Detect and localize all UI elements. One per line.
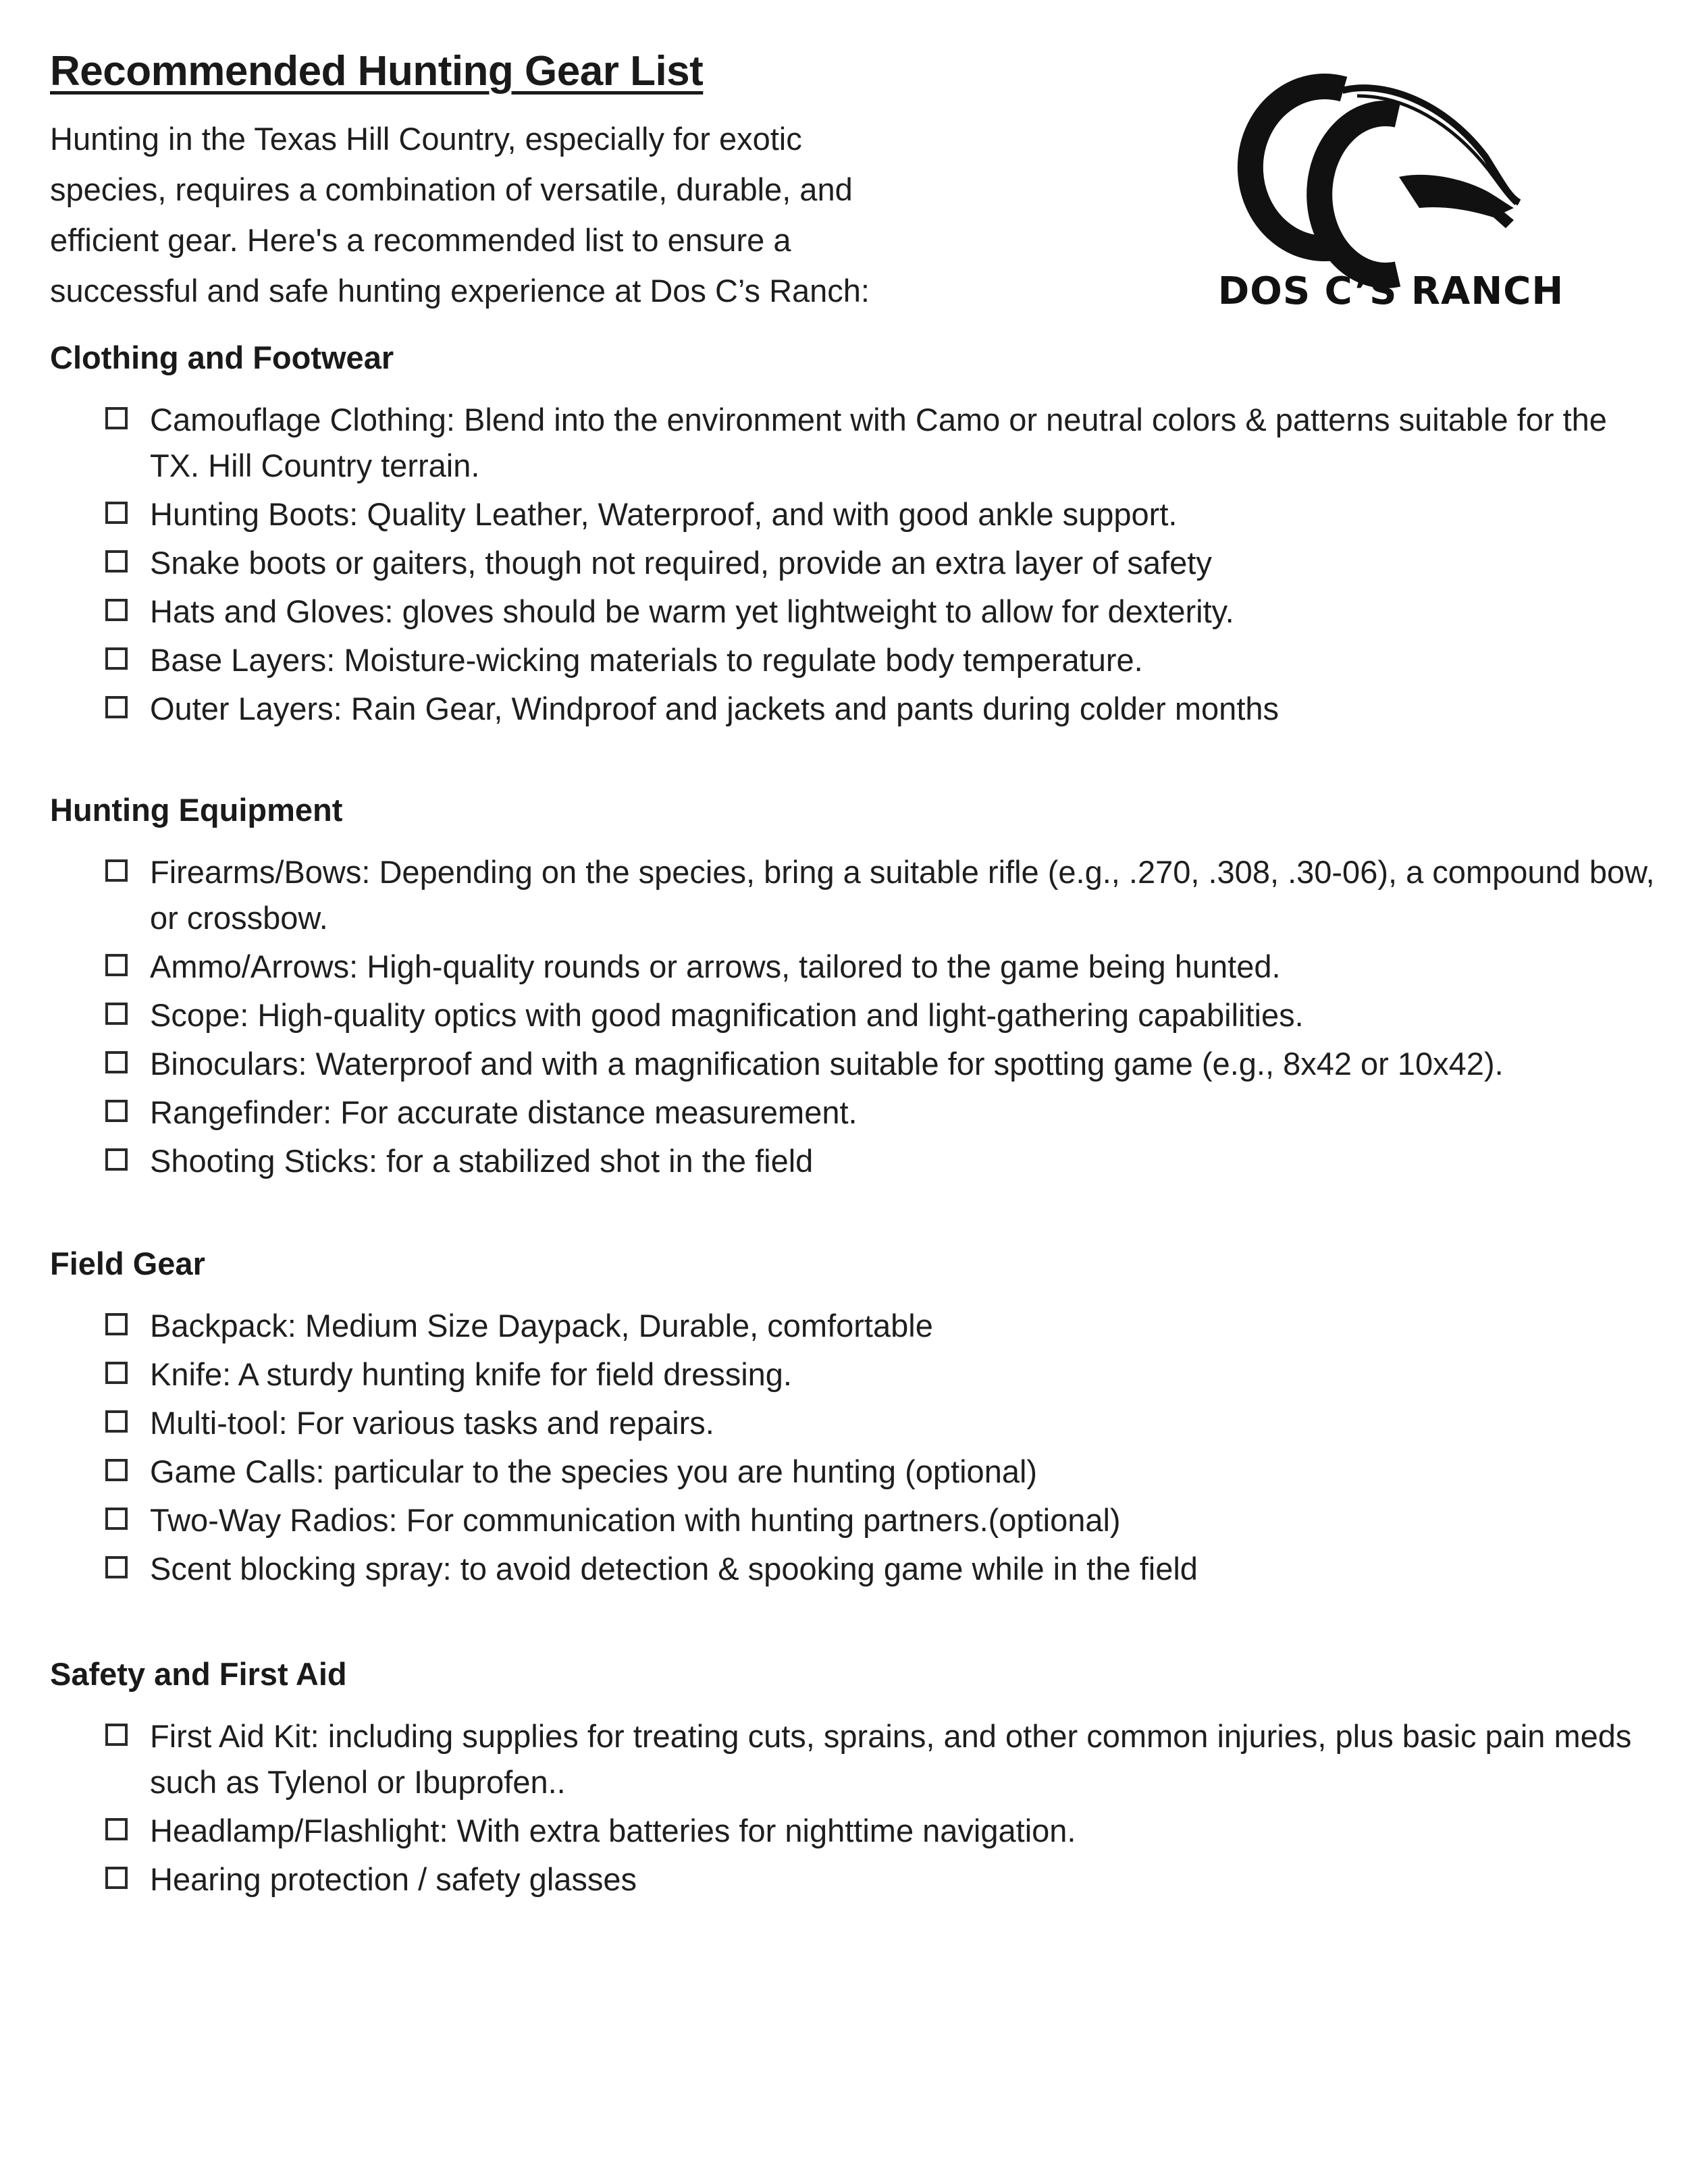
ranch-logo xyxy=(1217,76,1564,313)
empty-checkbox-icon[interactable] xyxy=(105,599,128,621)
item-text: Scent blocking spray: to avoid detection & spooking game while in the field xyxy=(150,1551,1198,1587)
item-text: Hearing protection / safety glasses xyxy=(150,1861,637,1897)
empty-checkbox-icon[interactable] xyxy=(105,696,128,718)
section-title: Safety and First Aid xyxy=(50,1656,347,1692)
item-text: Shooting Sticks: for a stabilized shot in the field xyxy=(150,1143,814,1179)
checklist-item xyxy=(50,1857,1662,1902)
checklist-item xyxy=(50,491,1662,537)
checklist-item xyxy=(50,849,1662,941)
empty-checkbox-icon[interactable] xyxy=(105,1313,128,1335)
section-title: Hunting Equipment xyxy=(50,792,343,828)
item-text: Scope: High-quality optics with good magnification and light-gathering capabilities. xyxy=(150,997,1304,1033)
intro-paragraph: Hunting in the Texas Hill Country, especially for exotic species, requires a combination of versatile, durable, and efficient gear. Here's a recommended list to ensure a successful and safe hunting experience at Dos C’s Ranch: xyxy=(50,121,870,309)
checklist-item xyxy=(50,992,1662,1038)
item-text: Firearms/Bows: Depending on the species, bring a suitable rifle (e.g., .270, .308, .30-06), a compound bow, or crossbow. xyxy=(150,854,1655,936)
checklist-item xyxy=(50,1713,1662,1805)
checklist-item xyxy=(50,397,1662,489)
item-text: Two-Way Radios: For communication with hunting partners.(optional) xyxy=(150,1502,1121,1538)
item-text: Knife: A sturdy hunting knife for field dressing. xyxy=(150,1356,792,1392)
ranch-logo-cc-oryx-icon xyxy=(1217,76,1564,313)
checklist-item xyxy=(50,637,1662,683)
checklist-item xyxy=(50,1808,1662,1854)
checklist-item xyxy=(50,1090,1662,1136)
section-safety-first-aid xyxy=(50,1654,1643,1905)
item-text: Backpack: Medium Size Daypack, Durable, comfortable xyxy=(150,1308,933,1343)
section-title: Field Gear xyxy=(50,1246,205,1281)
item-text: Base Layers: Moisture-wicking materials to regulate body temperature. xyxy=(150,642,1143,678)
checklist-item xyxy=(50,1400,1662,1446)
section-title: Clothing and Footwear xyxy=(50,340,394,375)
section-clothing-footwear xyxy=(50,338,1643,735)
checklist-item xyxy=(50,1449,1662,1495)
checklist xyxy=(50,397,1643,732)
section-hunting-equipment xyxy=(50,790,1655,1187)
empty-checkbox-icon[interactable] xyxy=(105,1556,128,1578)
checklist xyxy=(50,849,1655,1184)
page-title: Recommended Hunting Gear List xyxy=(50,48,704,95)
checklist-item xyxy=(50,589,1662,635)
empty-checkbox-icon[interactable] xyxy=(105,859,128,882)
item-text: Camouflage Clothing: Blend into the environment with Camo or neutral colors & patterns suitable for the TX. Hill Country terrain. xyxy=(150,402,1607,483)
checklist-item xyxy=(50,686,1662,732)
empty-checkbox-icon[interactable] xyxy=(105,1867,128,1889)
item-text: Multi-tool: For various tasks and repairs. xyxy=(150,1405,714,1441)
empty-checkbox-icon[interactable] xyxy=(105,1100,128,1122)
checklist-item xyxy=(50,1352,1662,1397)
item-text: Game Calls: particular to the species you are hunting (optional) xyxy=(150,1454,1038,1489)
empty-checkbox-icon[interactable] xyxy=(105,1508,128,1530)
checklist-item xyxy=(50,944,1662,990)
empty-checkbox-icon[interactable] xyxy=(105,1459,128,1481)
item-text: Hunting Boots: Quality Leather, Waterproof, and with good ankle support. xyxy=(150,496,1178,532)
empty-checkbox-icon[interactable] xyxy=(105,1410,128,1433)
checklist-item xyxy=(50,540,1662,586)
checklist-item xyxy=(50,1138,1662,1184)
empty-checkbox-icon[interactable] xyxy=(105,1003,128,1025)
empty-checkbox-icon[interactable] xyxy=(105,550,128,572)
checklist-item xyxy=(50,1303,1662,1349)
section-field-gear xyxy=(50,1244,1643,1595)
checklist xyxy=(50,1713,1643,1902)
checklist xyxy=(50,1303,1643,1592)
empty-checkbox-icon[interactable] xyxy=(105,1148,128,1171)
empty-checkbox-icon[interactable] xyxy=(105,1818,128,1840)
checklist-item xyxy=(50,1497,1662,1543)
checklist-item xyxy=(50,1041,1662,1087)
item-text: Binoculars: Waterproof and with a magnification suitable for spotting game (e.g., 8x42 or 10x42). xyxy=(150,1046,1504,1082)
item-text: Headlamp/Flashlight: With extra batteries for nighttime navigation. xyxy=(150,1813,1076,1848)
item-text: Hats and Gloves: gloves should be warm yet lightweight to allow for dexterity. xyxy=(150,593,1234,629)
empty-checkbox-icon[interactable] xyxy=(105,954,128,976)
checklist-item xyxy=(50,1546,1662,1592)
empty-checkbox-icon[interactable] xyxy=(105,1362,128,1384)
empty-checkbox-icon[interactable] xyxy=(105,502,128,524)
item-text: Outer Layers: Rain Gear, Windproof and jackets and pants during colder months xyxy=(150,691,1280,726)
item-text: First Aid Kit: including supplies for treating cuts, sprains, and other common injuries, plus basic pain meds such as Tylenol or Ibuprofen.. xyxy=(150,1718,1632,1800)
empty-checkbox-icon[interactable] xyxy=(105,1051,128,1073)
empty-checkbox-icon[interactable] xyxy=(105,407,128,429)
item-text: Rangefinder: For accurate distance measurement. xyxy=(150,1094,858,1130)
empty-checkbox-icon[interactable] xyxy=(105,647,128,670)
empty-checkbox-icon[interactable] xyxy=(105,1724,128,1746)
logo-wordmark: DOS C’S RANCH xyxy=(1217,269,1564,313)
item-text: Snake boots or gaiters, though not required, provide an extra layer of safety xyxy=(150,545,1212,581)
item-text: Ammo/Arrows: High-quality rounds or arrows, tailored to the game being hunted. xyxy=(150,949,1281,984)
